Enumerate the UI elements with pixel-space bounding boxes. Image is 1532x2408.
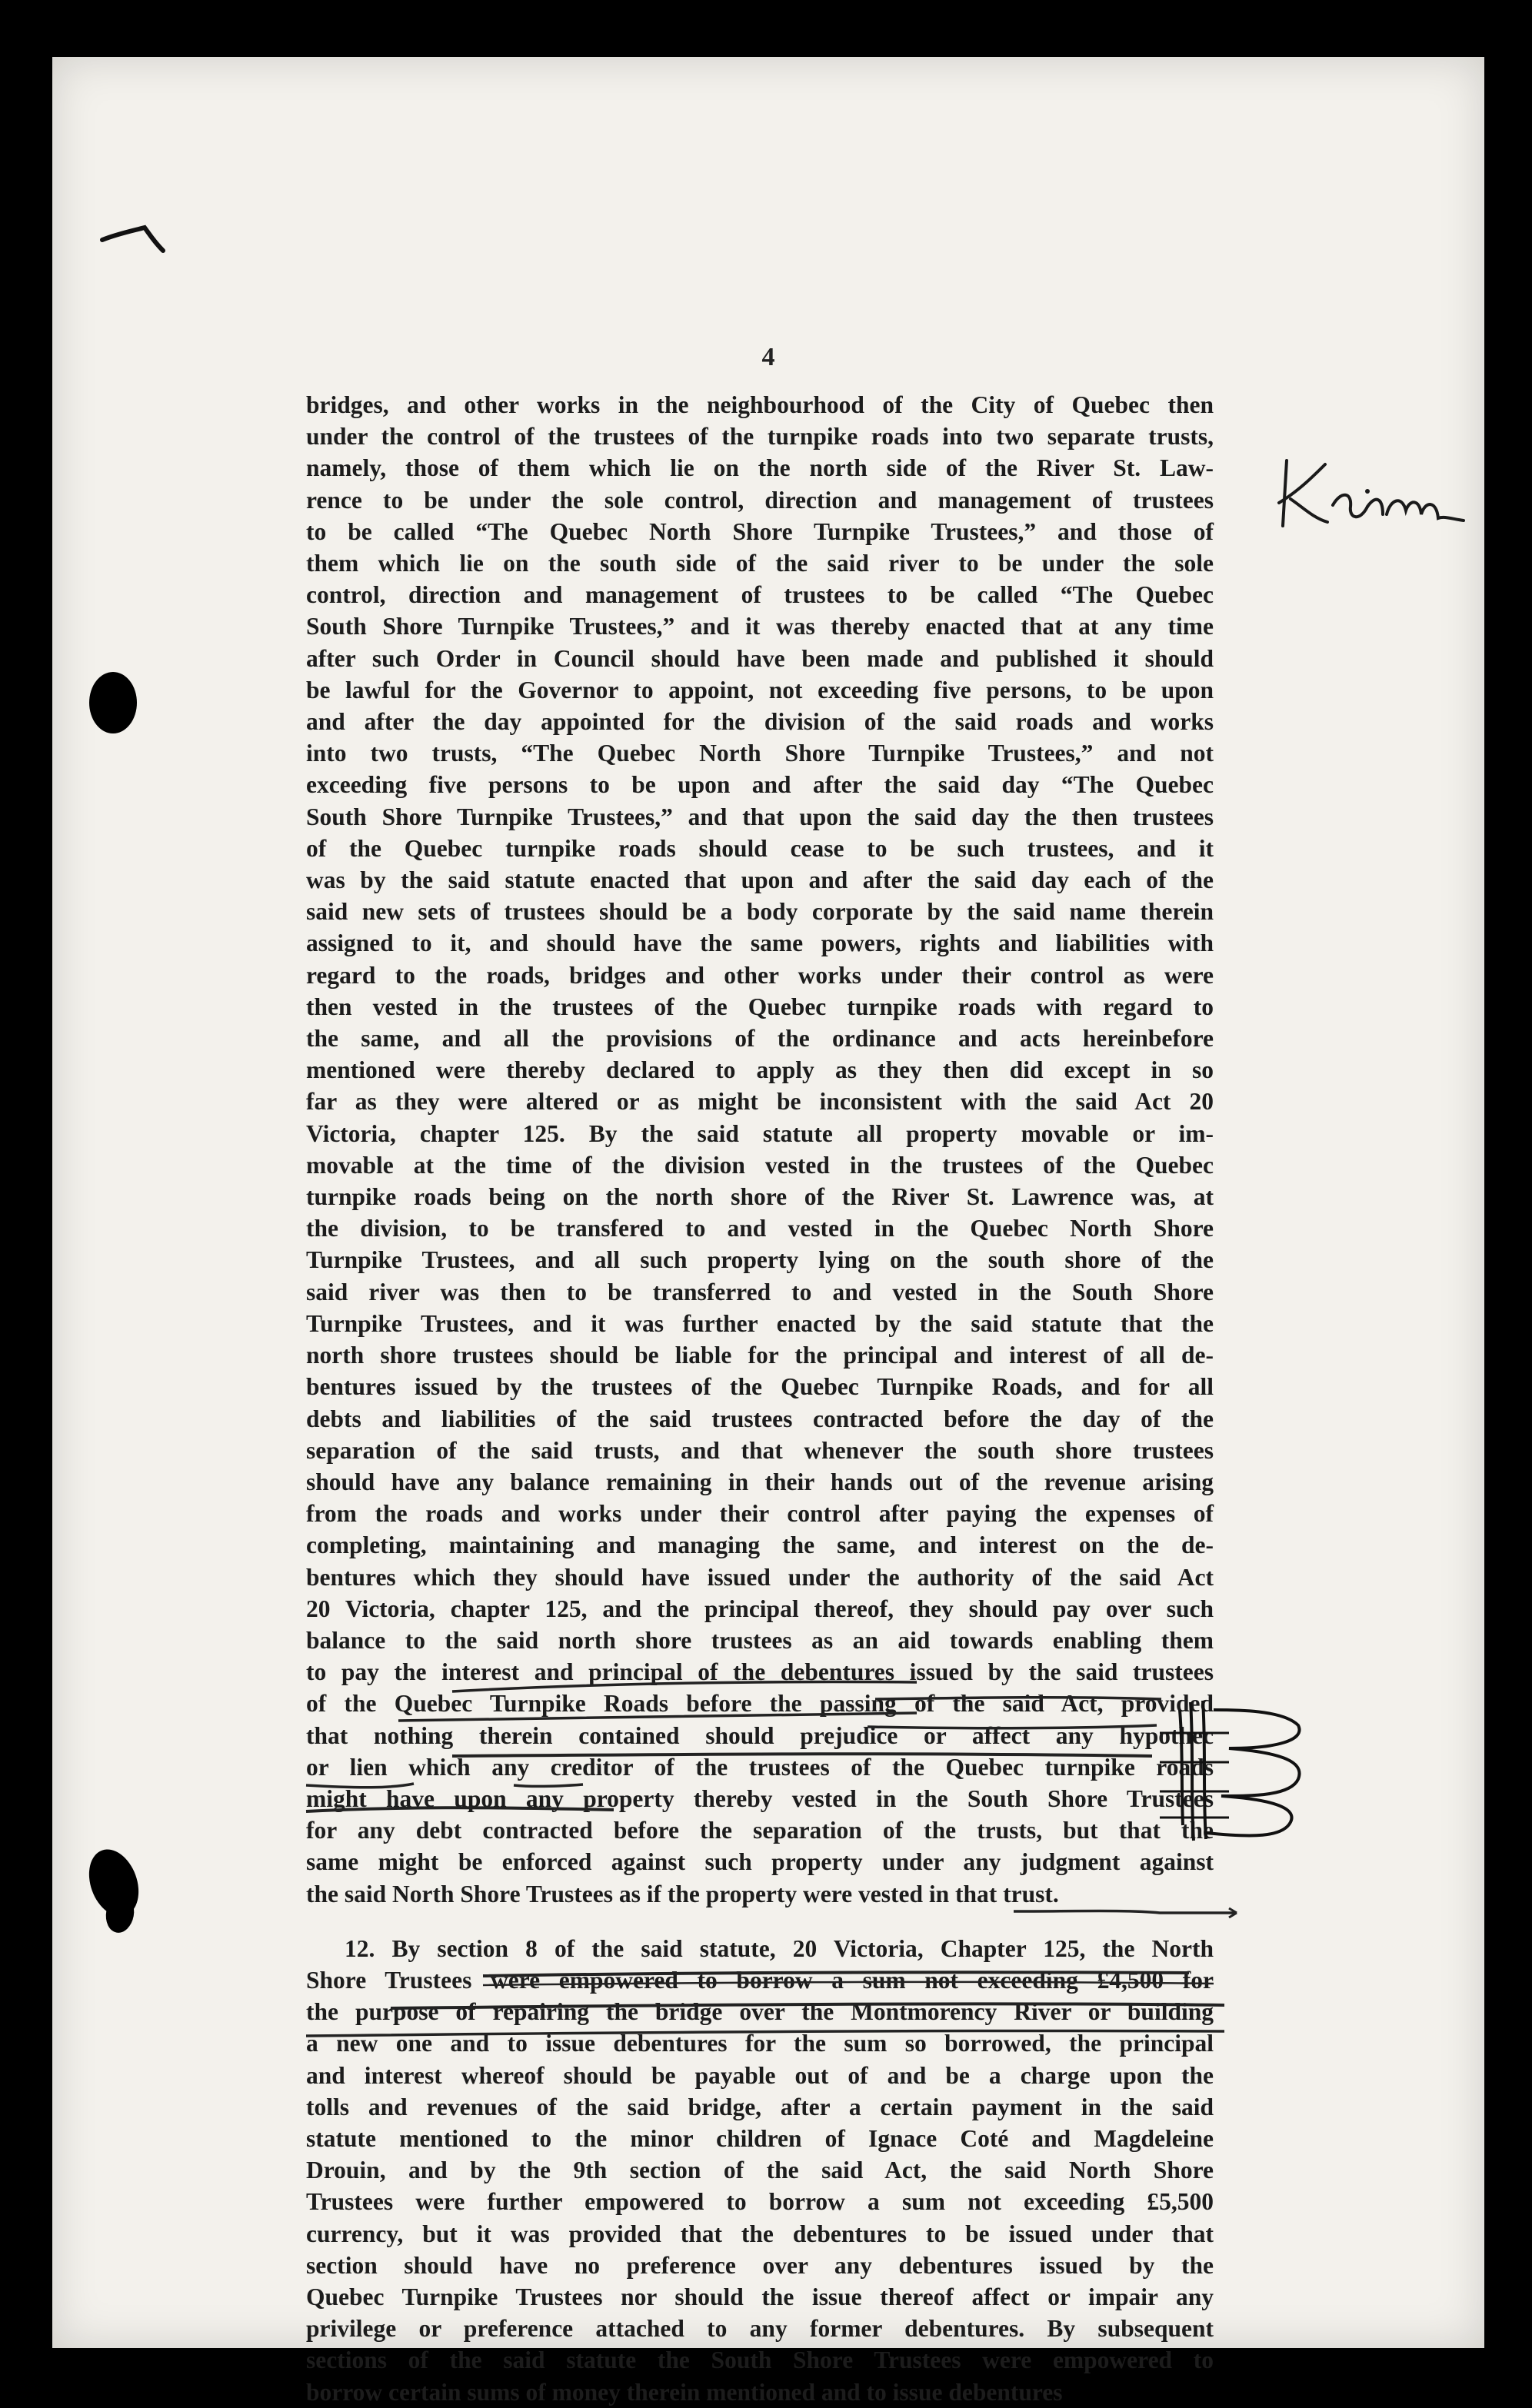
text-line: separation of the said trusts, and that whenever the south shore trustees [306,1436,1214,1464]
text-line: sections of the said statute the South Shore Trustees were empowered to [306,2346,1214,2374]
page-number: 4 [761,343,775,371]
text-line: Victoria, chapter 125. By the said statute all property movable or im- [306,1119,1214,1147]
text-line: that nothing therein contained should prejudice or affect any hypothec [306,1721,1214,1749]
text-line: the purpose of repairing the bridge over the Montmorency River or building [306,1998,1214,2026]
text-line: exceeding five persons to be upon and after the said day “The Quebec [306,771,1214,799]
text-line: balance to the said north shore trustees as an aid towards enabling them [306,1626,1214,1654]
text-line: borrow certain sums of money therein mentioned and to issue debentures [306,2378,1063,2406]
text-line: rence to be under the sole control, direction and management of trustees [306,486,1214,514]
text-line: bentures issued by the trustees of the Quebec Turnpike Roads, and for all [306,1373,1214,1401]
text-line: of the Quebec Turnpike Roads before the passing of the said Act, provided [306,1690,1214,1718]
text-line: for any debt contracted before the separation of the trusts, but that the [306,1817,1214,1844]
text-line: same might be enforced against such property under any judgment against [306,1848,1214,1876]
text-line: a new one and to issue debentures for the sum so borrowed, the principal [306,2030,1214,2057]
text-line: currency, but it was provided that the debentures to be issued under that [306,2220,1214,2247]
text-line: bentures which they should have issued under the authority of the said Act [306,1563,1214,1591]
text-line: the said North Shore Trustees as if the property were vested in that trust. [306,1880,1059,1907]
text-line: under the control of the trustees of the turnpike roads into two separate trusts, [306,423,1214,451]
text-line: be lawful for the Governor to appoint, not exceeding five persons, to be upon [306,676,1214,703]
text-line: from the roads and works under their control after paying the expenses of [306,1500,1214,1528]
binding-hole [89,672,137,733]
text-line: bridges, and other works in the neighbourhood of the City of Quebec then [306,391,1214,418]
text-line: debts and liabilities of the said trustees contracted before the day of the [306,1405,1214,1432]
text-line: regard to the roads, bridges and other works under their control as were [306,961,1214,989]
text-line: control, direction and management of trustees to be called “The Quebec [306,581,1214,609]
handwritten-margin-note [1267,445,1475,537]
text-line: Turnpike Trustees, and all such property lying on the south shore of the [306,1246,1214,1274]
text-line: movable at the time of the division vested in the trustees of the Quebec [306,1151,1214,1179]
text-line: might have upon any property thereby vested in the South Shore Trustees [306,1784,1214,1812]
text-line: to pay the interest and principal of the debentures issued by the said trustees [306,1658,1214,1686]
text-line: was by the said statute enacted that upon and after the said day each of the [306,866,1214,894]
text-line: Drouin, and by the 9th section of the said Act, the said North Shore [306,2157,1214,2184]
text-line: assigned to it, and should have the same powers, rights and liabilities with [306,930,1214,957]
text-line: into two trusts, “The Quebec North Shore Turnpike Trustees,” and not [306,740,1214,767]
text-line: Turnpike Trustees, and it was further enacted by the said statute that the [306,1309,1214,1337]
text-line: far as they were altered or as might be inconsistent with the said Act 20 [306,1088,1214,1116]
text-line: South Shore Turnpike Trustees,” and it was thereby enacted that at any time [306,613,1214,640]
text-line: the division, to be transfered to and vested in the Quebec North Shore [306,1215,1214,1242]
text-line: and interest whereof should be payable out of and be a charge upon the [306,2061,1214,2089]
text-line: said river was then to be transferred to and vested in the South Shore [306,1278,1214,1305]
pen-tick-mark [98,211,168,257]
text-line: Quebec Turnpike Trustees nor should the issue thereof affect or impair any [306,2283,1214,2310]
text-line: completing, maintaining and managing the same, and interest on the de- [306,1532,1214,1559]
text-line: Shore Trustees were empowered to borrow a sum not exceeding £4,500 for [306,1966,1214,1994]
text-line: section should have no preference over any debentures issued by the [306,2251,1214,2279]
body-text [306,389,1214,2408]
text-line: 12. By section 8 of the said statute, 20 Victoria, Chapter 125, the North [345,1934,1214,1962]
text-line: or lien which any creditor of the trustees of the Quebec turnpike roads [306,1753,1214,1781]
arrowhead-stroke [1229,1908,1237,1917]
text-line: tolls and revenues of the said bridge, after a certain payment in the said [306,2093,1214,2120]
text-line: north shore trustees should be liable for the principal and interest of all de- [306,1342,1214,1369]
text-line: mentioned were thereby declared to apply as they then did except in so [306,1056,1214,1084]
text-line: the same, and all the provisions of the ordinance and acts hereinbefore [306,1025,1214,1053]
text-line: and after the day appointed for the division of the said roads and works [306,708,1214,736]
text-line: namely, those of them which lie on the north side of the River St. Law- [306,454,1214,482]
text-line: turnpike roads being on the north shore of the River St. Lawrence was, at [306,1183,1214,1211]
text-line: 20 Victoria, chapter 125, and the principal thereof, they should pay over such [306,1595,1214,1622]
document-page [52,57,1484,2406]
text-line: Trustees were further empowered to borrow a sum not exceeding £5,500 [306,2188,1214,2216]
text-line: to be called “The Quebec North Shore Turnpike Trustees,” and those of [306,517,1214,545]
text-line: South Shore Turnpike Trustees,” and that upon the said day the then trustees [306,803,1214,830]
text-line: should have any balance remaining in their hands out of the revenue arising [306,1468,1214,1495]
text-line: said new sets of trustees should be a body corporate by the said name therein [306,898,1214,926]
margin-brace-stroke [1206,1710,1300,1835]
paragraph-gap [306,1910,1214,1933]
text-line: privilege or preference attached to any former debentures. By subsequent [306,2315,1214,2343]
text-line: after such Order in Council should have been made and published it should [306,644,1214,672]
text-line: them which lie on the south side of the said river to be under the sole [306,550,1214,577]
text-line: of the Quebec turnpike roads should cease to be such trustees, and it [306,834,1214,862]
text-line: then vested in the trustees of the Quebec turnpike roads with regard to [306,993,1214,1020]
text-line: statute mentioned to the minor children of Ignace Coté and Magdeleine [306,2124,1214,2152]
